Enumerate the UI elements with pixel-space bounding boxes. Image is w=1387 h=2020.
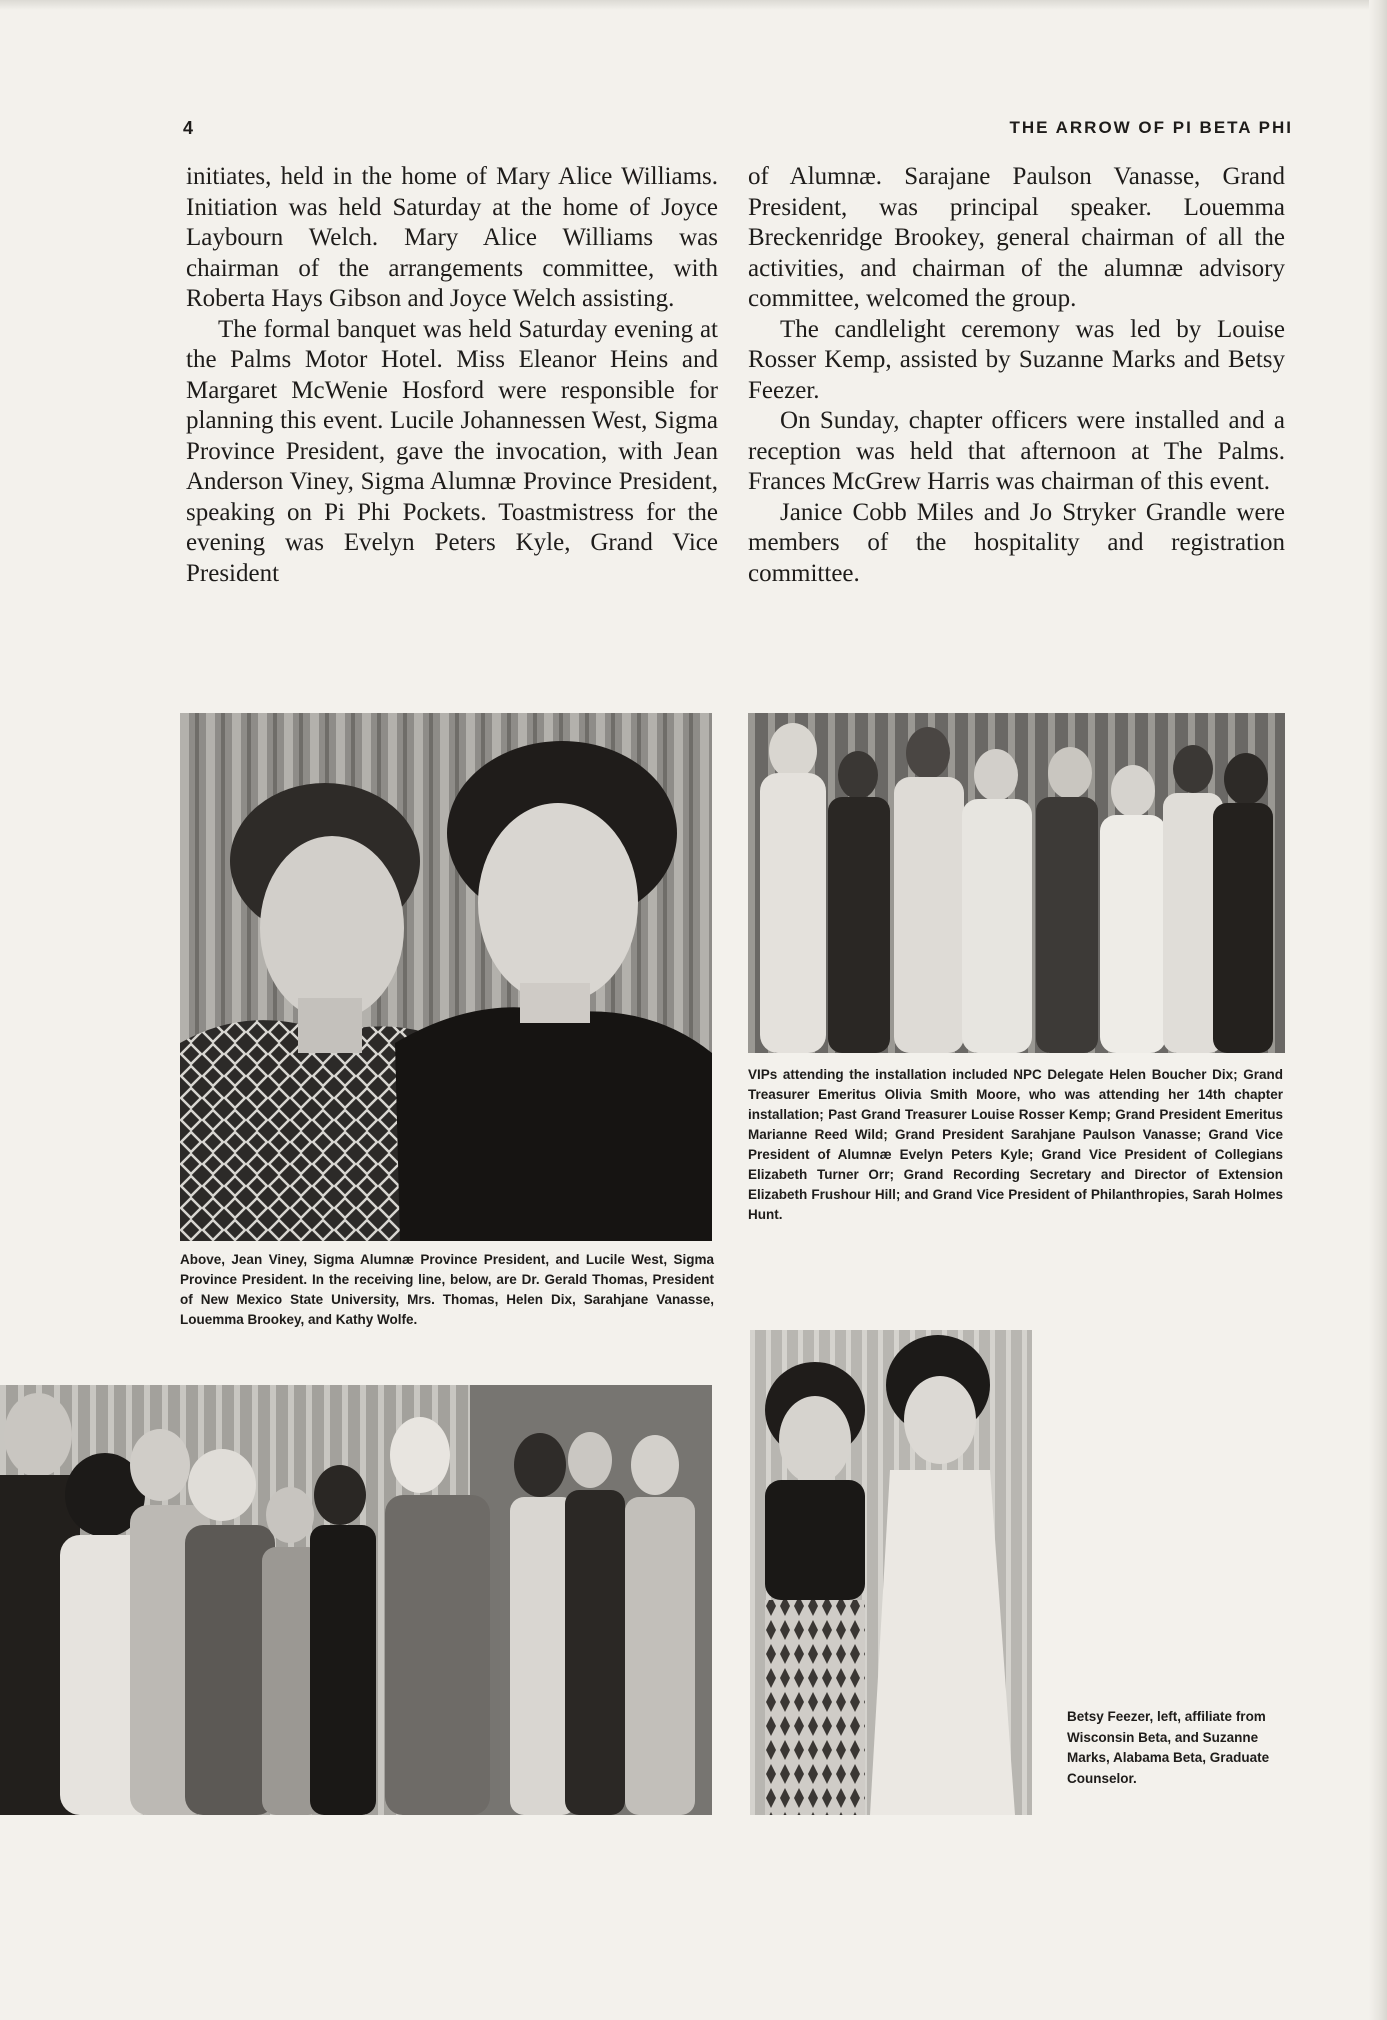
photo-vips-group — [748, 713, 1285, 1053]
page-number: 4 — [183, 118, 194, 138]
article-left-column — [186, 162, 718, 589]
caption-feezer-marks: Betsy Feezer, left, affiliate from Wisconsin Beta, and Suzanne Marks, Alabama Beta, Graduate Counselor. — [1067, 1709, 1270, 1786]
article-right-column — [748, 162, 1285, 589]
scan-edge — [0, 0, 1387, 10]
running-header: THE ARROW OF PI BETA PHI — [1009, 118, 1293, 137]
paragraph: On Sunday, chapter officers were installed and a reception was held that afternoon at The Palms. Frances McGrew Harris was chairman of this event. — [748, 407, 1285, 495]
paragraph: of Alumnæ. Sarajane Paulson Vanasse, Grand President, was principal speaker. Louemma Breckenridge Brookey, general chairman of all the activities, and chairman of the alumnæ advisory committee, welcomed the group. — [748, 163, 1285, 312]
photo-receiving-line — [0, 1385, 712, 1815]
paragraph: initiates, held in the home of Mary Alice Williams. Initiation was held Saturday at the home of Joyce Laybourn Welch. Mary Alice Williams was chairman of the arrangements committee, with Roberta Hays Gibson and Joyce Welch assisting. — [186, 163, 718, 312]
caption-viney-west: Above, Jean Viney, Sigma Alumnæ Province President, and Lucile West, Sigma Province President. In the receiving line, below, are Dr. Gerald Thomas, President of New Mexico State University, Mrs. Thomas, Helen Dix, Sarahjane Vanasse, Louemma Brookey, and Kathy Wolfe. — [180, 1252, 714, 1327]
paragraph: The formal banquet was held Saturday evening at the Palms Motor Hotel. Miss Eleanor Heins and Margaret McWenie Hosford were responsible for planning this event. Lucile Johannessen West, Sigma Province President, gave the invocation, with Jean Anderson Viney, Sigma Alumnæ Province President, speaking on Pi Phi Pockets. Toastmistress for the evening was Evelyn Peters Kyle, Grand Vice President — [186, 315, 718, 587]
caption-vips: VIPs attending the installation included NPC Delegate Helen Boucher Dix; Grand Treasurer Emeritus Olivia Smith Moore, who was attending her 14th chapter installation; Past Grand Treasurer Louise Rosser Kemp; Grand President Emeritus Marianne Reed Wild; Grand President Sarahjane Paulson Vanasse; Grand Vice President of Alumnæ Evelyn Peters Kyle; Grand Vice President of Collegians Elizabeth Turner Orr; Grand Recording Secretary and Director of Extension Elizabeth Frushour Hill; and Grand Vice President of Philanthropies, Sarah Holmes Hunt. — [748, 1067, 1283, 1222]
page-gutter-shadow — [1369, 0, 1387, 2020]
photo-viney-west — [180, 713, 712, 1241]
photo-feezer-marks — [750, 1330, 1032, 1815]
paragraph: The candlelight ceremony was led by Louise Rosser Kemp, assisted by Suzanne Marks and Betsy Feezer. — [748, 315, 1285, 404]
paragraph: Janice Cobb Miles and Jo Stryker Grandle were members of the hospitality and registration committee. — [748, 498, 1285, 587]
